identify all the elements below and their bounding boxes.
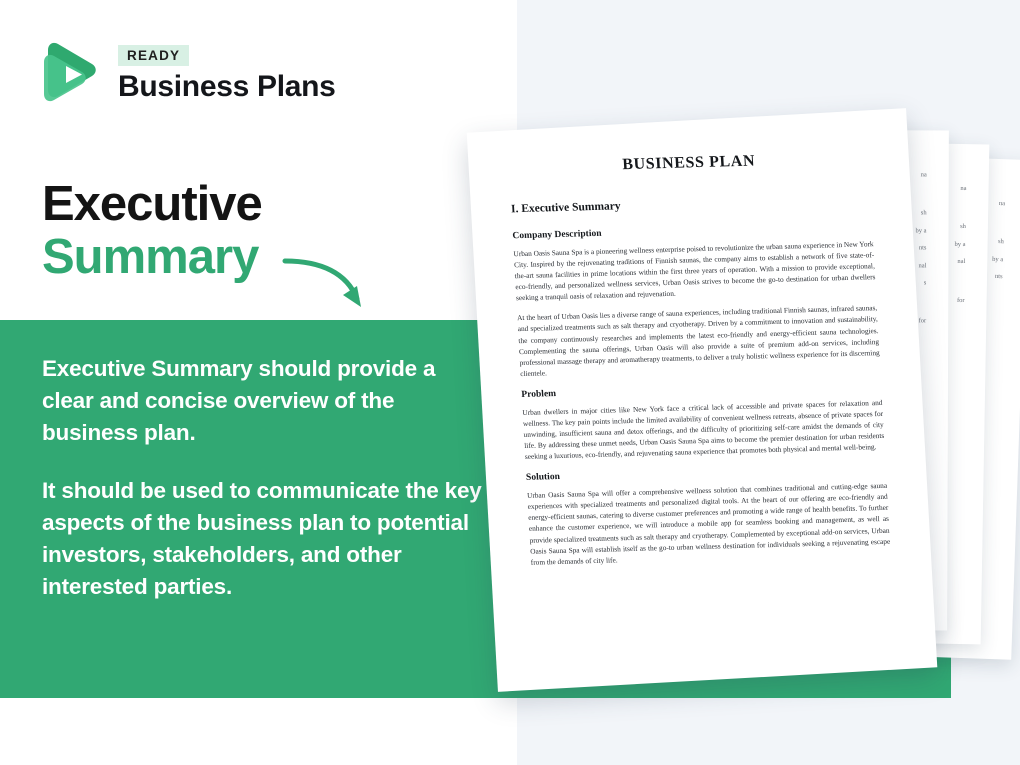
faint-line: na <box>998 200 1006 208</box>
faint-line: sh <box>960 223 966 231</box>
document-section <box>526 463 891 567</box>
faint-line: nts <box>994 273 1003 281</box>
faint-line: nal <box>957 258 966 266</box>
faint-line: by a <box>992 255 1004 263</box>
faint-line: for <box>956 296 965 304</box>
faint-line: s <box>923 279 927 287</box>
body-paragraph-1: Executive Summary should provide a clear and concise overview of the business plan. <box>42 356 436 445</box>
body-copy <box>42 353 492 603</box>
faint-line: by a <box>915 227 927 235</box>
curved-arrow-icon <box>281 255 376 325</box>
play-triangle-icon <box>42 40 104 106</box>
section-paragraph: Urban Oasis Sauna Spa will offer a comprehensive wellness solution that combines traditional and cutting-edge sauna experiences with specialized treatments and personalized digital tools. At the heart of our offering are eco-friendly and energy-efficient saunas, catering to diverse customer preferences and promoting a wide range of health benefits. To further enhance the customer experience, we will introduce a mobile app for seamless booking and management, as well as provide specialized treatments such as salt therapy and cryotherapy. Complemented by exceptional add-on services, Urban Oasis Sauna Spa will establish itself as the go-to urban wellness destination for individuals seeking a rejuvenating escape from the demands of city life. <box>526 481 891 567</box>
section-paragraph: Urban dwellers in major cities like New York face a critical lack of accessible and private spaces for relaxation and wellness. The key pain points include the limited availability of convenient wellness retreats, absence of private spaces for unwinding, insufficient sauna and detox offerings, and the difficulty of prioritizing self-care amidst the demands of city life. By addressing these unmet needs, Urban Oasis Sauna Spa aims to become the premier destination for urban residents seeking a luxurious, eco-friendly, and rejuvenating sauna experience that promotes both physical and mental well-being. <box>522 397 885 462</box>
section-paragraph: At the heart of Urban Oasis lies a diverse range of sauna experiences, including traditional Finnish saunas, infrared saunas, and specialized treatments such as salt therapy and cryotherapy. Driven by a commitment to innovation and sustainability, the company continuously researches and implements the latest eco-friendly and energy-efficient sauna technologies. Complementing the sauna offerings, Urban Oasis will also provide a suite of premium add-on services, including professional massage therapy and aromatherapy treatments, to deliver a truly holistic wellness experience for its discerning clientele. <box>516 303 880 378</box>
faint-line: sh <box>997 238 1004 246</box>
document-stack <box>440 80 1020 700</box>
brand-name: Business Plans <box>118 70 336 104</box>
faint-line: nal <box>918 261 927 269</box>
section-paragraph: Urban Oasis Sauna Spa is a pioneering wellness enterprise poised to revolutionize the urban sauna experience in New York City. Inspired by the rejuvenating traditions of Finnish saunas, the company aims to establish a network of five state-of-the-art sauna facilities in prime locations within the first three years of operation. With a mission to provide exceptional, eco-friendly, and personalized wellness services, Urban Oasis strives to become the go-to destination for urban dwellers seeking a tranquil oasis of relaxation and rejuvenation. <box>513 239 876 303</box>
title-line-summary: Summary <box>42 229 259 284</box>
section-heading: Solution <box>525 472 561 484</box>
document-content <box>467 114 934 611</box>
document-section <box>521 380 885 462</box>
front-document-sheet <box>467 108 938 692</box>
ready-badge: READY <box>118 45 189 66</box>
section-heading: Company Description <box>512 228 602 242</box>
faint-line: sh <box>920 209 927 217</box>
page-title <box>42 178 262 284</box>
title-line-executive: Executive <box>42 177 262 231</box>
faint-line: by a <box>954 240 966 248</box>
document-title: BUSINESS PLAN <box>621 152 756 174</box>
document-section <box>512 221 880 379</box>
section-heading: Problem <box>521 388 557 400</box>
document-heading: I. Executive Summary <box>510 200 621 216</box>
faint-line: nts <box>918 244 927 252</box>
faint-line: na <box>960 184 967 193</box>
brand-text-block <box>118 43 336 103</box>
faint-line: for <box>918 317 927 325</box>
body-paragraph-2: It should be used to communicate the key aspects of the business plan to potential investors, stakeholders, and other interested parties. <box>42 477 482 599</box>
brand-logo <box>42 40 336 106</box>
faint-line: na <box>920 171 927 179</box>
